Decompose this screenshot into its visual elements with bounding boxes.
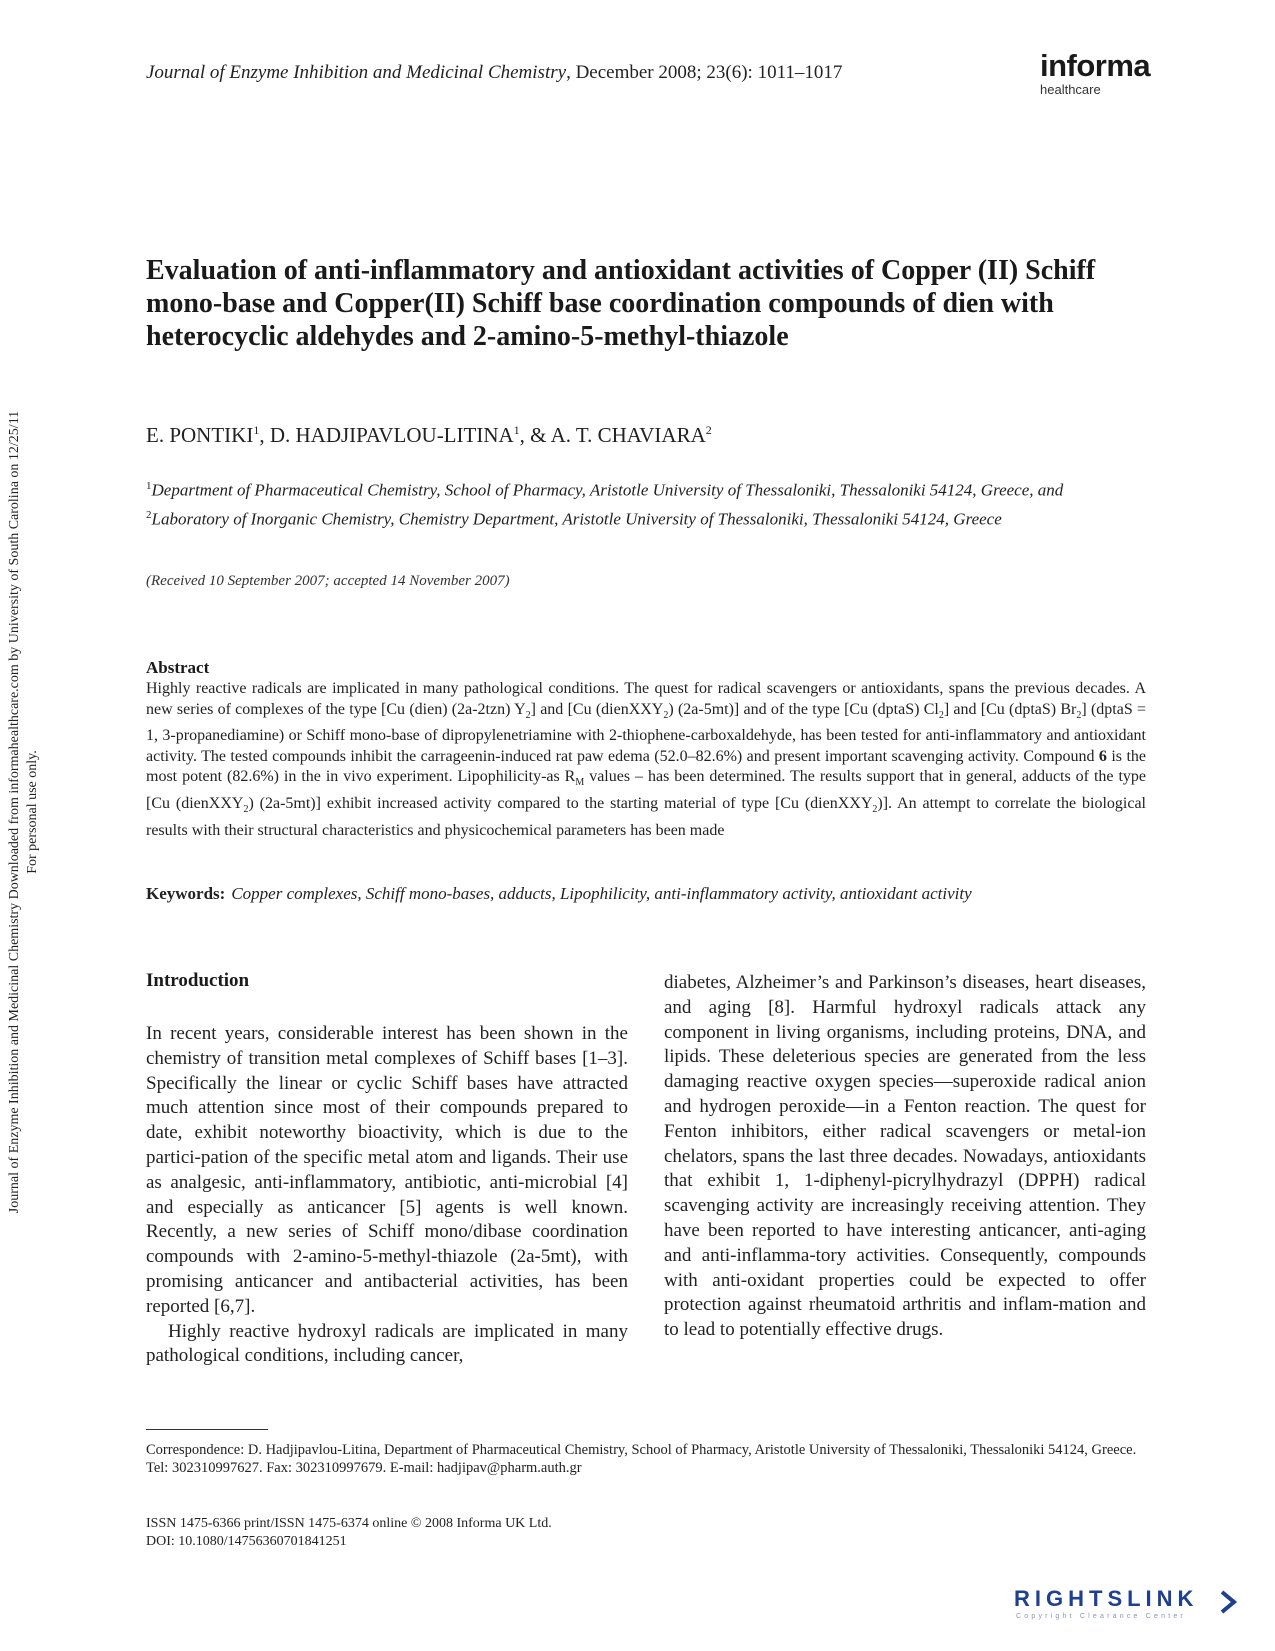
keywords [146, 884, 1156, 904]
rightslink-tagline: Copyright Clearance Center [1016, 1613, 1186, 1620]
author-2: , D. HADJIPAVLOU-LITINA [259, 423, 514, 447]
abstract-text-part: values – has been determined. The results support that in general, adducts of the type [Cu (dienXXY [146, 768, 1146, 812]
abstract-heading: Abstract [146, 658, 210, 677]
abstract-subscript: 2 [872, 804, 878, 816]
author-1: E. PONTIKI [146, 423, 254, 447]
author-2-affiliation-mark: 1 [513, 423, 520, 437]
doi-line[interactable]: DOI: 10.1080/14756360701841251 [146, 1534, 347, 1549]
abstract-text-part: )]. An attempt to correlate the biological results with their structural characteristics and physicochemical parameters has been made [146, 794, 1146, 839]
author-3-affiliation-mark: 2 [705, 423, 712, 437]
author-3: , & A. T. CHAVIARA [519, 423, 706, 447]
compound-number: 6 [1098, 747, 1107, 765]
abstract-text-part: ] (dptaS = 1, 3-propanediamine) or Schiff mono-base of dipropylenetriamine with 2-thiophene-carboxaldehyde, has been tested for anti-inflammatory and antioxidant activity. The tested compounds inhibit the carrageenin-induced rat paw edema (52.0–82.6%) and present important scavenging activity. Compound [146, 700, 1147, 765]
issue-info: , December 2008; 23(6): 1011–1017 [566, 62, 843, 83]
article-title: Evaluation of anti-inflammatory and antioxidant activities of Copper (II) Schiff mono-base and Copper(II) Schiff base coordination compounds of dien with heterocyclic aldehydes and 2-amino-5-methyl-thiazole [146, 255, 1096, 352]
rightslink-arrow-icon [1222, 1592, 1234, 1612]
rightslink-graphic [1014, 1582, 1246, 1622]
affiliation-2-mark: 2 [146, 508, 152, 521]
journal-name: Journal of Enzyme Inhibition and Medicinal Chemistry [146, 62, 567, 83]
abstract-subscript: 2 [1076, 709, 1082, 721]
abstract-subscript: 2 [938, 709, 944, 721]
affiliation-1: Department of Pharmaceutical Chemistry, School of Pharmacy, Aristotle University of Thessaloniki, Thessaloniki 54124, Greece, and [151, 480, 1064, 500]
abstract-text-part: Highly reactive radicals are implicated in many pathological conditions. The quest for radical scavengers or antioxidants, spans the previous decades. A new series of complexes of the type [Cu (dien) (2a-2tzn) Y [146, 680, 1146, 718]
rightslink-logo[interactable] [1014, 1582, 1246, 1622]
received-dates: (Received 10 September 2007; accepted 14 November 2007) [146, 573, 510, 589]
affiliation-1-mark: 1 [146, 480, 152, 492]
affiliation-2: Laboratory of Inorganic Chemistry, Chemistry Department, Aristotle University of Thessaloniki, Thessaloniki 54124, Greece [151, 509, 1002, 529]
intro-paragraph-1: In recent years, considerable interest has been shown in the chemistry of transition metal complexes of Schiff bases [1–3]. Specifically the linear or cyclic Schiff bases have attracted much attention since most of their compounds prepared to date, exhibit noteworthy bioactivity, which is due to the partici-pation of the specific metal atom and ligands. Their use as analgesic, anti-inflammatory, antibiotic, anti-microbial [4] and especially as anticancer [5] agents is well known. Recently, a new series of Schiff mono/dibase coordination compounds with 2-amino-5-methyl-thiazole (2a-5mt), with promising anticancer and antibacterial activities, has been reported [6,7]. [146, 1023, 628, 1317]
watermark-line-2: For personal use only. [25, 750, 40, 874]
abstract-text [146, 679, 1146, 841]
abstract-subscript: 2 [243, 804, 249, 816]
abstract-subscript: M [575, 777, 585, 789]
issn-line: ISSN 1475-6366 print/ISSN 1475-6374 online © 2008 Informa UK Ltd. [146, 1516, 552, 1531]
affiliations [146, 474, 1146, 531]
right-column [664, 971, 1146, 1343]
rightslink-wordmark: RIGHTSLINK [1014, 1586, 1199, 1611]
introduction-heading: Introduction [146, 970, 250, 991]
publisher-name: informa [1040, 48, 1151, 83]
author-list [146, 423, 712, 448]
publisher-logo[interactable] [1040, 50, 1200, 97]
publisher-subname: healthcare [1040, 82, 1101, 97]
left-column [146, 1022, 628, 1369]
abstract-text-part: is the most potent (82.6%) in the in vivo experiment. Lipophilicity-as R [146, 747, 1147, 786]
issn-block [146, 1515, 552, 1551]
author-1-affiliation-mark: 1 [253, 423, 260, 437]
intro-paragraph-3: diabetes, Alzheimer’s and Parkinson’s diseases, heart diseases, and aging [8]. Harmful hydroxyl radicals attack any component in living organisms, including proteins, DNA, and lipids. These deleterious species are generated from the less damaging reactive oxygen species—superoxide radical anion and hydrogen peroxide—in a Fenton reaction. The quest for Fenton inhibitors, either radical scavengers or metal-ion chelators, spans the last three decades. Nowadays, antioxidants that exhibit 1, 1-diphenyl-picrylhydrazyl (DPPH) radical scavenging activity are increasingly receiving attention. They have been reported to have interesting anticancer, anti-aging and anti-inflamma-tory activities. Consequently, compounds with anti-oxidant properties could be expected to offer protection against rheumatoid arthritis and inflam-mation and to lead to potentially effective drugs. [664, 972, 1146, 1341]
download-watermark [6, 332, 42, 1292]
keywords-label: Keywords: [146, 884, 226, 903]
abstract-text-part: ] and [Cu (dptaS) Br [943, 700, 1077, 718]
abstract-text-part: ] and [Cu (dienXXY [530, 700, 664, 718]
abstract-subscript: 2 [663, 709, 669, 721]
correspondence-footnote: Correspondence: D. Hadjipavlou-Litina, Department of Pharmaceutical Chemistry, School of Pharmacy, Aristotle University of Thessaloniki, Thessaloniki 54124, Greece. Tel: 302310997627. Fax: 302310997679. E-mail: hadjipav@pharm.auth.gr [146, 1442, 1137, 1476]
intro-paragraph-2: Highly reactive hydroxyl radicals are implicated in many pathological conditions, including cancer, [146, 1320, 628, 1367]
footnote-divider [146, 1429, 268, 1430]
watermark-line-1: Journal of Enzyme Inhibition and Medicinal Chemistry Downloaded from informahealthcare.com by University of South Carolina on 12/25/11 [7, 410, 22, 1214]
abstract-text-part: ) (2a-5mt)] exhibit increased activity compared to the starting material of type [Cu (dienXXY [248, 794, 873, 812]
journal-citation [146, 62, 842, 84]
abstract-text-part: ) (2a-5mt)] and of the type [Cu (dptaS) Cl [668, 700, 939, 718]
abstract-subscript: 2 [525, 709, 531, 721]
keywords-list: Copper complexes, Schiff mono-bases, adducts, Lipophilicity, anti-inflammatory activity, antioxidant activity [231, 884, 972, 903]
